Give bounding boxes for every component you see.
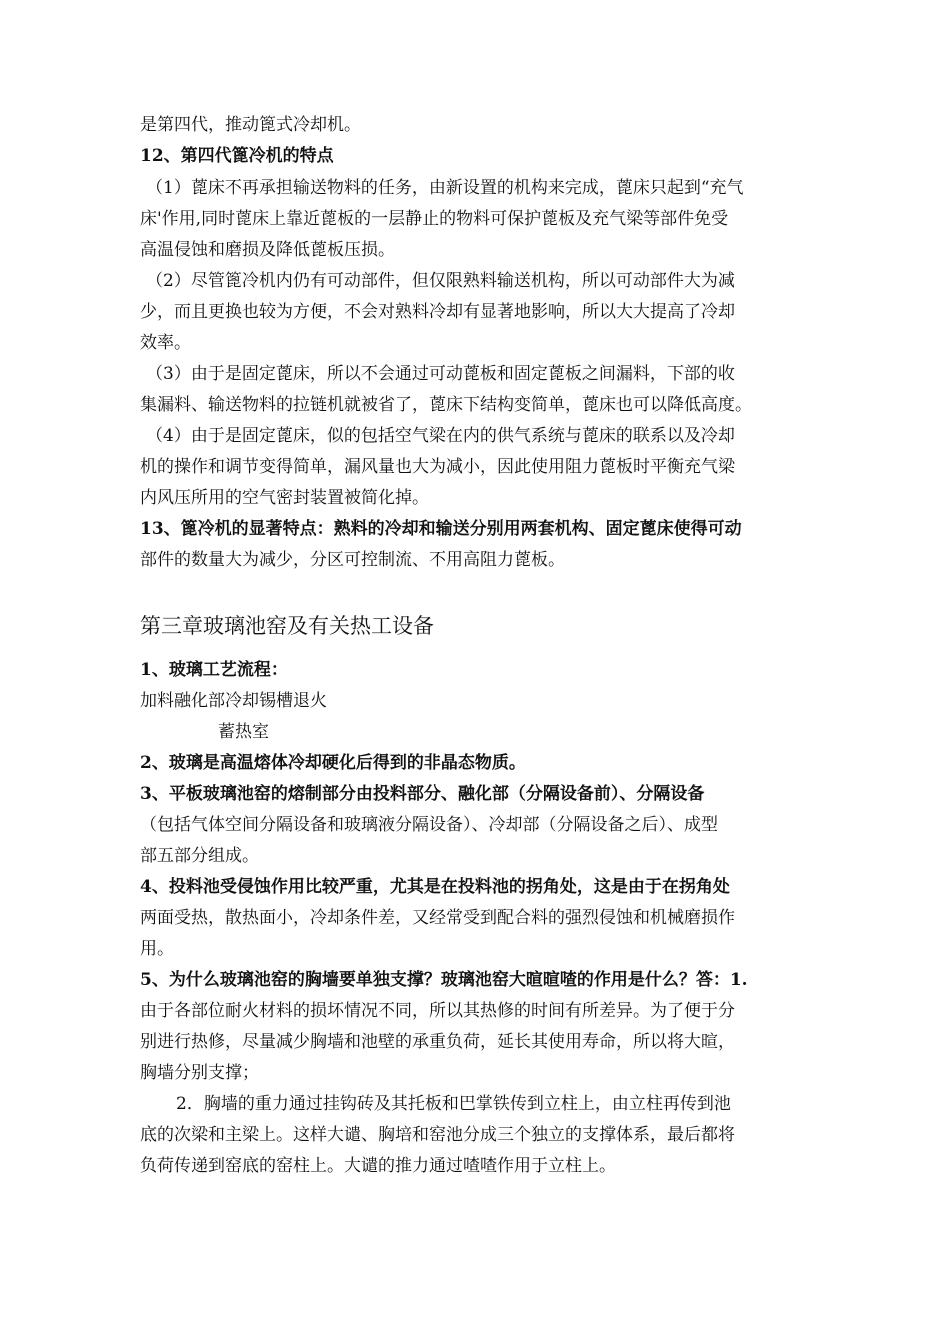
- text-line: 集漏料、输送物料的拉链机就被省了，蓖床下结构变简单，蓖床也可以降低高度。: [140, 395, 752, 415]
- item-2-text: 2、玻璃是高温熔体冷却硬化后得到的非晶态物质。: [140, 753, 526, 773]
- text-line: 机的操作和调节变得简单，漏风量也大为减小，因此使用阻力蓖板时平衡充气梁: [140, 457, 735, 477]
- process-flow-line: 加料融化部冷却锡槽退火: [140, 691, 327, 711]
- text-line: 部五部分组成。: [140, 846, 259, 866]
- text-line: 部件的数量大为减少，分区可控制流、不用高阻力蓖板。: [140, 550, 565, 570]
- text-line: 由于各部位耐火材料的损坏情况不同，所以其热修的时间有所差异。为了便于分: [140, 1001, 735, 1021]
- process-flow-subline: 蓄热室: [218, 722, 269, 742]
- text-line: 是第四代，推动篦式冷却机。: [140, 115, 361, 135]
- text-line: 用。: [140, 939, 174, 959]
- text-line: （1）蓖床不再承担输送物料的任务，由新设置的机构来完成，蓖床只起到“充气: [146, 178, 744, 198]
- text-line: 底的次梁和主梁上。这样大谴、胸培和窑池分成三个独立的支撑体系，最后都将: [140, 1125, 735, 1145]
- item-5-text: 5、为什么玻璃池窑的胸墙要单独支撑？玻璃池窑大暄暄喳的作用是什么？答：1.: [140, 970, 748, 990]
- text-line: 别进行热修，尽量减少胸墙和池壁的承重负荷，延长其使用寿命，所以将大暄，: [140, 1032, 735, 1052]
- text-line: 少，而且更换也较为方便，不会对熟料冷却有显著地影响，所以大大提高了冷却: [140, 302, 735, 322]
- text-line: 内风压所用的空气密封装置被简化掉。: [140, 488, 429, 508]
- item-3-text: 3、平板玻璃池窑的熔制部分由投料部分、融化部（分隔设备前）、分隔设备: [140, 784, 705, 804]
- text-line: 高温侵蚀和磨损及降低蓖板压损。: [140, 240, 395, 260]
- text-line: （3）由于是固定蓖床，所以不会通过可动蓖板和固定蓖板之间漏料，下部的收: [146, 364, 735, 384]
- text-line: 床'作用,同时蓖床上靠近蓖板的一层静止的物料可保护蓖板及充气梁等部件免受: [140, 209, 729, 229]
- chapter-title: 第三章玻璃池窑及有关热工设备: [140, 614, 434, 638]
- text-line: （包括气体空间分隔设备和玻璃液分隔设备）、冷却部（分隔设备之后）、成型: [140, 815, 718, 835]
- text-line: 胸墙分别支撑；: [140, 1063, 259, 1083]
- text-line: 效率。: [140, 333, 191, 353]
- text-line: （2）尽管篦冷机内仍有可动部件，但仅限熟料输送机构，所以可动部件大为减: [146, 271, 735, 291]
- item-4-text: 4、投料池受侵蚀作用比较严重，尤其是在投料池的拐角处，这是由于在拐角处: [140, 877, 730, 897]
- text-line: 两面受热，散热面小，冷却条件差，又经常受到配合料的强烈侵蚀和机械磨损作: [140, 908, 735, 928]
- text-line: 2．胸墙的重力通过挂钩砖及其托板和巴掌铁传到立柱上，由立柱再传到池: [176, 1094, 731, 1114]
- item-1-heading: 1、玻璃工艺流程：: [140, 660, 288, 680]
- item-12-heading: 12、第四代篦冷机的特点: [140, 146, 334, 166]
- text-line: 负荷传递到窑底的窑柱上。大谴的推力通过喳喳作用于立柱上。: [140, 1156, 616, 1176]
- item-13-text: 13、篦冷机的显著特点：熟料的冷却和输送分别用两套机构、固定蓖床使得可动: [140, 519, 742, 539]
- text-line: （4）由于是固定蓖床，似的包括空气梁在内的供气系统与蓖床的联系以及冷却: [146, 426, 735, 446]
